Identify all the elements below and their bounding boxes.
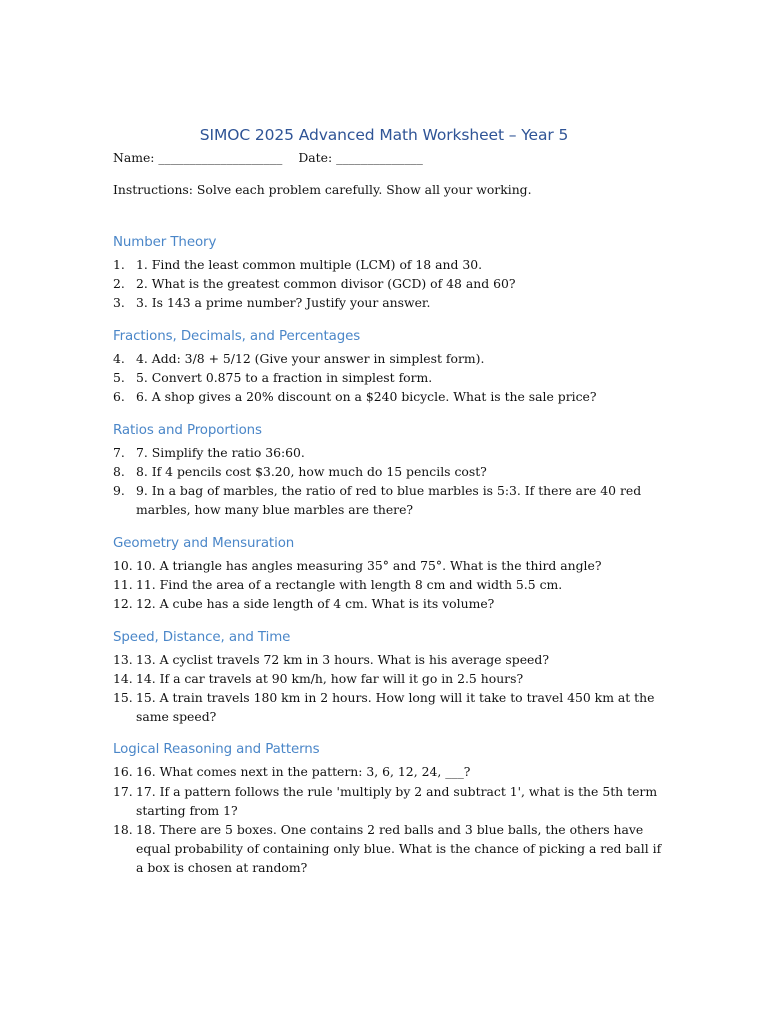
question-number: 8. — [113, 464, 125, 479]
question-text: 2. What is the greatest common divisor (GCD) of 48 and 60? — [136, 276, 516, 291]
section-heading-geometry: Geometry and Mensuration — [113, 536, 295, 551]
question-text: 4. Add: 3/8 + 5/12 (Give your answer in simplest form). — [136, 351, 485, 366]
question-text: 18. There are 5 boxes. One contains 2 red balls and 3 blue balls, the others have equal probability of containing only blue. What is the chance of picking a red ball if a box is chosen at random? — [136, 822, 662, 875]
question-number: 11. — [113, 577, 133, 592]
question-number: 9. — [113, 483, 125, 498]
question-number: 1. — [113, 257, 125, 272]
question-text: 14. If a car travels at 90 km/h, how far will it go in 2.5 hours? — [136, 671, 524, 686]
name-field-label: Name: ____________________ — [113, 150, 283, 165]
question-text: 9. In a bag of marbles, the ratio of red to blue marbles is 5:3. If there are 40 red marbles, how many blue marbles are there? — [136, 483, 642, 517]
question-text: 1. Find the least common multiple (LCM) of 18 and 30. — [136, 257, 483, 272]
question-number: 15. — [113, 690, 133, 705]
question-text: 17. If a pattern follows the rule 'multiply by 2 and subtract 1', what is the 5th term starting from 1? — [136, 784, 658, 818]
question-number: 14. — [113, 671, 133, 686]
question-text: 12. A cube has a side length of 4 cm. What is its volume? — [136, 596, 495, 611]
name-date-line — [113, 148, 423, 167]
question-number: 13. — [113, 652, 133, 667]
question-number: 10. — [113, 558, 133, 573]
question-text: 11. Find the area of a rectangle with length 8 cm and width 5.5 cm. — [136, 577, 563, 592]
question-text: 16. What comes next in the pattern: 3, 6, 12, 24, ___? — [136, 764, 471, 779]
question-number: 4. — [113, 351, 125, 366]
question-number: 16. — [113, 764, 133, 779]
question-text: 6. A shop gives a 20% discount on a $240 bicycle. What is the sale price? — [136, 389, 597, 404]
section-heading-speed: Speed, Distance, and Time — [113, 630, 291, 645]
question-number: 3. — [113, 295, 125, 310]
question-number: 6. — [113, 389, 125, 404]
page-title: SIMOC 2025 Advanced Math Worksheet – Year 5 — [199, 126, 569, 144]
question-number: 12. — [113, 596, 133, 611]
question-text: 8. If 4 pencils cost $3.20, how much do 15 pencils cost? — [136, 464, 487, 479]
instructions-text: Instructions: Solve each problem carefully. Show all your working. — [113, 182, 532, 197]
question-text: 13. A cyclist travels 72 km in 3 hours. What is his average speed? — [136, 652, 549, 667]
question-text: 3. Is 143 a prime number? Justify your answer. — [136, 295, 431, 310]
section-heading-ratios: Ratios and Proportions — [113, 423, 262, 438]
question-number: 17. — [113, 784, 133, 799]
section-heading-number-theory: Number Theory — [113, 235, 217, 250]
question-text: 15. A train travels 180 km in 2 hours. How long will it take to travel 450 km at the same speed? — [136, 690, 655, 724]
section-heading-fractions: Fractions, Decimals, and Percentages — [113, 329, 361, 344]
question-number: 2. — [113, 276, 125, 291]
question-number: 5. — [113, 370, 125, 385]
date-field-label: Date: ______________ — [298, 150, 423, 165]
question-number: 18. — [113, 822, 133, 837]
question-text: 5. Convert 0.875 to a fraction in simplest form. — [136, 370, 433, 385]
question-number: 7. — [113, 445, 125, 460]
section-heading-logical-reasoning: Logical Reasoning and Patterns — [113, 742, 320, 757]
question-text: 10. A triangle has angles measuring 35° and 75°. What is the third angle? — [136, 558, 602, 573]
question-text: 7. Simplify the ratio 36:60. — [136, 445, 305, 460]
